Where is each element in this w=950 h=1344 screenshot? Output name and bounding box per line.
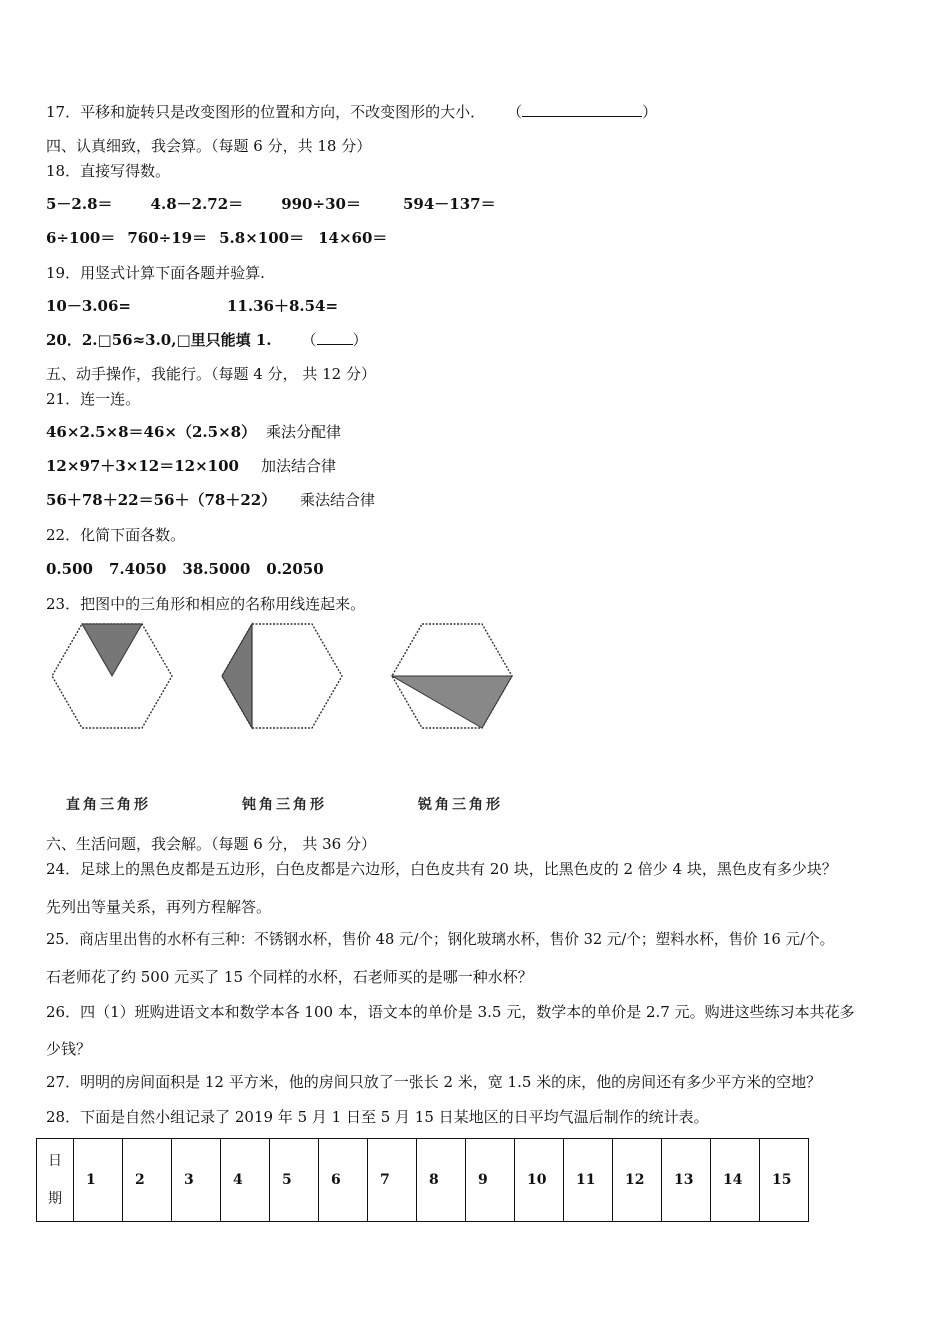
q18-item: 990÷30＝ xyxy=(281,195,361,213)
q18-item: 6÷100＝ xyxy=(46,229,116,247)
q21-law: 乘法分配律 xyxy=(266,423,342,441)
triangle-label-acute[interactable]: 锐角三角形 xyxy=(418,797,503,813)
table-cell-day: 6 xyxy=(319,1139,368,1222)
table-cell-day: 8 xyxy=(417,1139,466,1222)
q25-line-2: 石老师花了约 500 元买了 15 个同样的水杯，石老师买的是哪一种水杯？ xyxy=(46,968,533,986)
q25-line-1: 25．商店里出售的水杯有三种：不锈钢水杯，售价 48 元/个；钢化玻璃水杯，售价 32 元/个；塑料水杯，售价 16 元/个。 xyxy=(46,931,835,948)
q20-answer-blank[interactable] xyxy=(317,330,353,345)
q22-number: 7.4050 xyxy=(108,560,167,578)
q17-line xyxy=(46,102,657,122)
q22-number: 0.500 xyxy=(46,560,93,578)
q19-items xyxy=(46,296,338,316)
table-cell-day: 5 xyxy=(270,1139,319,1222)
q18-title: 18．直接写得数。 xyxy=(46,162,171,180)
q22-numbers xyxy=(46,559,324,579)
q22-title: 22．化简下面各数。 xyxy=(46,526,186,544)
obtuse-triangle-shape[interactable] xyxy=(222,624,252,728)
section-5-heading: 五、动手操作，我能行。（每题 4 分， 共 12 分） xyxy=(46,365,376,383)
q20-text: 20．2.□56≈3.0,□里只能填 1. xyxy=(46,331,272,349)
q18-item: 14×60＝ xyxy=(318,229,388,247)
q24-line-1: 24．足球上的黑色皮都是五边形，白色皮都是六边形，白色皮共有 20 块，比黑色皮的 2 倍少 4 块，黑色皮有多少块？ xyxy=(46,860,837,878)
q21-law: 加法结合律 xyxy=(261,457,337,475)
table-cell-day: 12 xyxy=(613,1139,662,1222)
table-cell-day: 13 xyxy=(662,1139,711,1222)
q18-item: 5－2.8＝ xyxy=(46,195,113,213)
q17-paren-close: ） xyxy=(642,103,658,121)
q20-paren-open: （ xyxy=(301,331,317,349)
table-cell-day: 2 xyxy=(123,1139,172,1222)
q21-row-1 xyxy=(46,422,341,442)
hexagon-figure-3 xyxy=(390,622,514,730)
q26-line-1: 26．四（1）班购进语文本和数学本各 100 本，语文本的单价是 3.5 元，数学本的单价是 2.7 元。购进这些练习本共花多 xyxy=(46,1003,855,1021)
table-cell-day: 3 xyxy=(172,1139,221,1222)
hexagon-figure-1 xyxy=(50,622,174,730)
section-6-heading: 六、生活问题，我会解。（每题 6 分， 共 36 分） xyxy=(46,835,376,853)
q19-item: 10－3.06= xyxy=(46,297,131,315)
q18-item: 760÷19＝ xyxy=(127,229,208,247)
q23-title: 23．把图中的三角形和相应的名称用线连起来。 xyxy=(46,595,366,613)
table-cell-day: 4 xyxy=(221,1139,270,1222)
table-cell-day: 7 xyxy=(368,1139,417,1222)
q18-row-2 xyxy=(46,228,387,248)
q17-answer-blank[interactable] xyxy=(522,102,642,117)
q22-number: 38.5000 xyxy=(182,560,251,578)
q27-text: 27．明明的房间面积是 12 平方米，他的房间只放了一张长 2 米，宽 1.5 米的床，他的房间还有多少平方米的空地？ xyxy=(46,1073,822,1091)
triangle-label-right[interactable]: 直角三角形 xyxy=(66,797,151,813)
q22-number: 0.2050 xyxy=(266,560,324,578)
q18-row-1 xyxy=(46,194,496,214)
q17-text: 17．平移和旋转只是改变图形的位置和方向，不改变图形的大小． xyxy=(46,103,486,121)
q21-title: 21．连一连。 xyxy=(46,390,141,408)
q21-expression: 56＋78＋22＝56＋（78＋22） xyxy=(46,491,277,509)
q21-expression: 12×97＋3×12＝12×100 xyxy=(46,457,239,475)
triangle-label-obtuse[interactable]: 钝角三角形 xyxy=(242,797,327,813)
table-header-date: 日 期 xyxy=(37,1139,74,1222)
q18-item: 4.8－2.72＝ xyxy=(150,195,244,213)
q26-line-2: 少钱？ xyxy=(46,1040,92,1058)
q24-line-2: 先列出等量关系，再列方程解答。 xyxy=(46,898,272,916)
table-cell-day: 11 xyxy=(564,1139,613,1222)
q19-item: 11.36＋8.54= xyxy=(226,297,339,315)
hexagon-figure-2 xyxy=(220,622,344,730)
q20-paren-close: ） xyxy=(352,331,368,349)
q20-line xyxy=(46,330,368,350)
q21-law: 乘法结合律 xyxy=(300,491,376,509)
q28-title: 28．下面是自然小组记录了 2019 年 5 月 1 日至 5 月 15 日某地区的日平均气温后制作的统计表。 xyxy=(46,1108,709,1126)
table-cell-day: 1 xyxy=(74,1139,123,1222)
q18-item: 5.8×100＝ xyxy=(219,229,305,247)
temperature-table xyxy=(36,1138,809,1222)
table-cell-day: 14 xyxy=(711,1139,760,1222)
q19-title: 19．用竖式计算下面各题并验算. xyxy=(46,264,265,282)
q21-row-2 xyxy=(46,456,336,476)
table-cell-day: 10 xyxy=(515,1139,564,1222)
q21-expression: 46×2.5×8＝46×（2.5×8） xyxy=(46,423,257,441)
section-4-heading: 四、认真细致，我会算。（每题 6 分，共 18 分） xyxy=(46,137,372,155)
table-row xyxy=(37,1139,809,1222)
q17-paren-open: （ xyxy=(507,103,523,121)
acute-triangle-shape[interactable] xyxy=(82,624,142,676)
q21-row-3 xyxy=(46,490,375,510)
right-triangle-shape[interactable] xyxy=(392,676,512,728)
table-cell-day: 9 xyxy=(466,1139,515,1222)
table-cell-day: 15 xyxy=(760,1139,809,1222)
q18-item: 594－137＝ xyxy=(402,195,496,213)
